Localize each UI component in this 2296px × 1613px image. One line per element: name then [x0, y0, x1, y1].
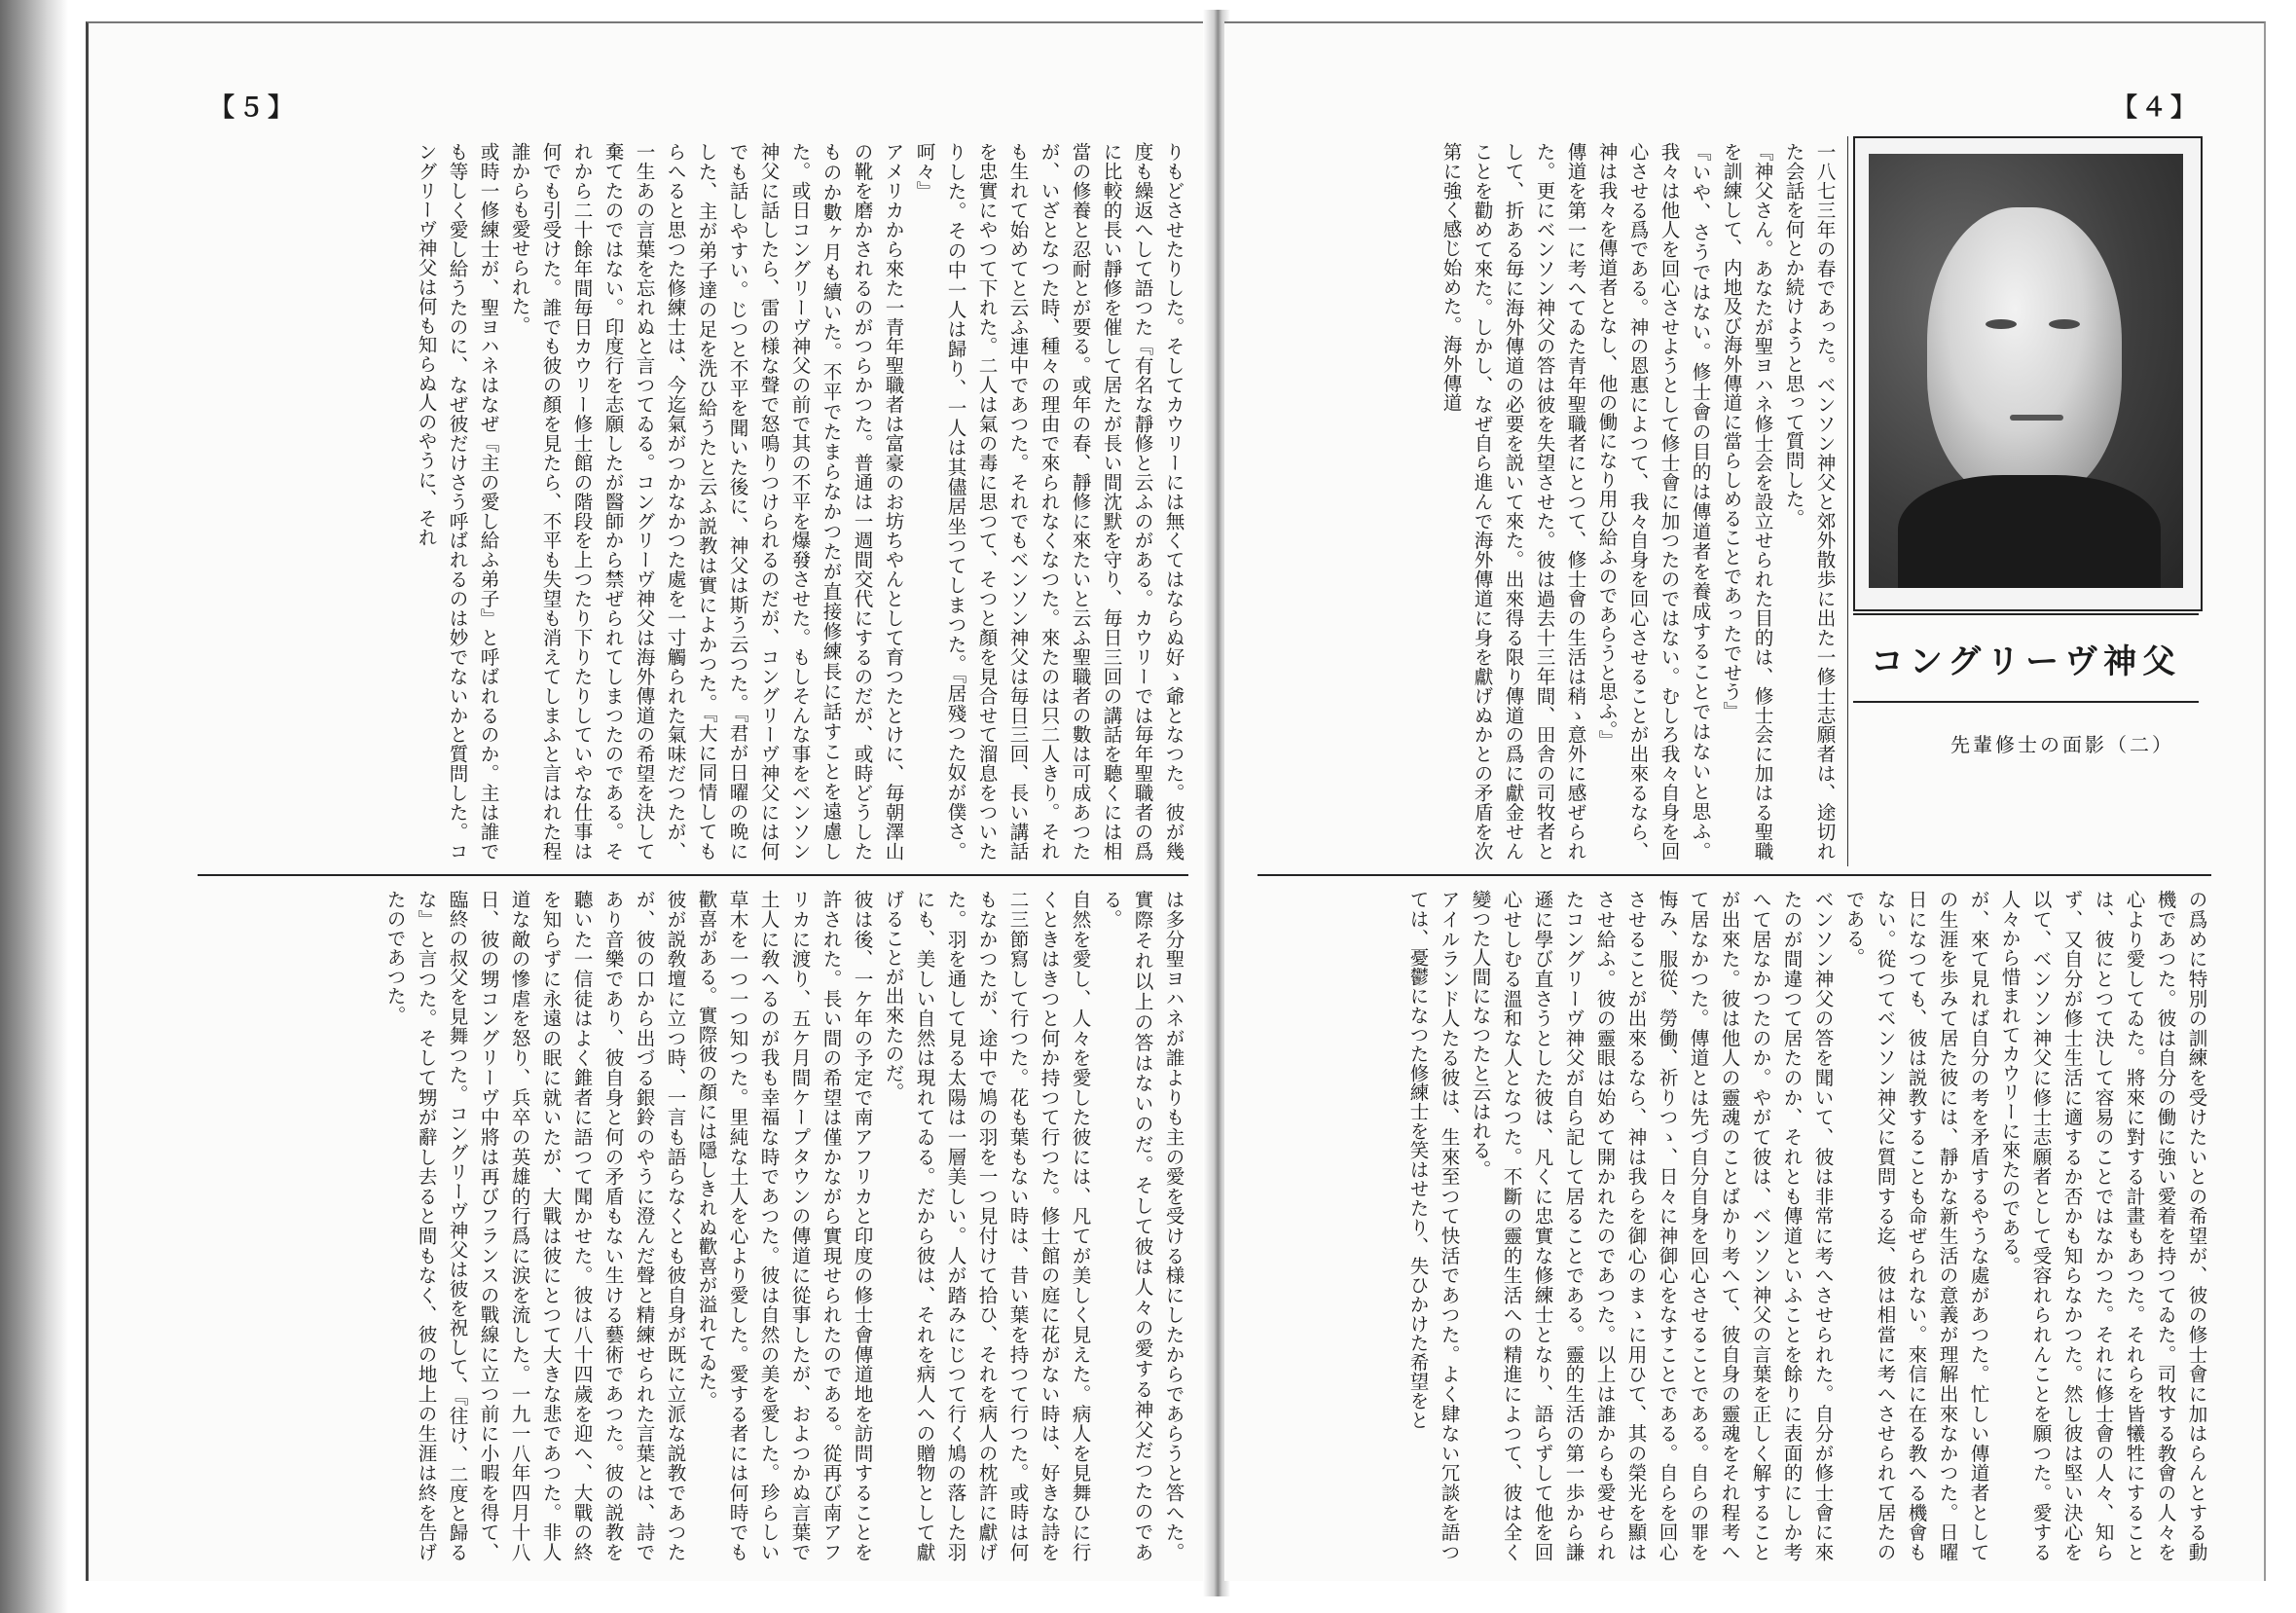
left-page-top-text [198, 142, 1188, 861]
article-title: コングリーヴ神父 [1870, 642, 2182, 681]
paragraph: 彼が説敎壇に立つ時、一言も語らなくとも彼自身が既に立派な説教であつたが、彼の口から出づる銀鈴のやうに澄んだ聲と精練せられた言葉とは、詩であり音樂であり、彼自身と何の矛盾もない生ける藝術であつた。彼の説教を聽いた一信徒はよく錐者に語つて聞かせた。彼は八十四歲を迎へ、大戰の終を知らずに永遠の眠に就いたが、大戰は彼にとつて大きな悲であつた。非人道な敵の慘虐を怒り、兵卒の英雄的行爲に涙を流した。一九一八年四月十八日、彼の甥コングリーヴ中將は再びフランスの戰線に立つ前に小暇を得て、臨終の叔父を見舞つた。コングリーヴ神父は彼を祝して、『往け、二度と歸るな』と言つた。そして甥が辭し去ると間もなく、彼の地上の生涯は終を告げたのであつた。 [383, 890, 686, 1561]
paragraph: ベンソン神父の答を聞いて、彼は非常に考へさせられた。自分が修士會に來たのが間違つて居たのか、それとも傳道といふことを餘りに表面的にしか考へて居なかつたのか。やがて彼は、ベンソン神父の言葉を正しく解することが出來た。彼は他人の靈魂のことばかり考へて、彼自身の靈魂をそれ程考へて居なかつた。傳道とは先づ自分自身を回心させることである。自らの罪を悔み、服從、勞働、祈りつゝ、日々に神御心をなすことである。自らを回心させることが出來るなら、神は我らを御心のまゝに用ひて、其の榮光を顯はさせ給ふ。彼の靈眼は始めて開かれたのであつた。以上は誰からも愛せられたコングリーヴ神父が自ら記して居ることである。靈的生活の第一歩から謙遜に學び直さうとした彼は、凡くに忠實な修練士となり、語らずして他を回心せしむる溫和な人となつた。不斷の靈的生活への精進によつて、彼は全く變つた人間になつたと云はれる。 [1469, 890, 1834, 1561]
paragraph: の爲めに特別の訓練を受けたいとの希望が、彼の修士會に加はらんとする動機であつた。彼は自分の働に強い愛着を持つてゐた。司牧する教會の人々を心より愛してゐた。將來に對する計畫もあつた。それらを皆犧牲にすることは、彼にとつて決して容易のことではなかつた。それに修士會の人々、知らず、又自分が修士生活に適するか否かも知らなかつた。然し彼は堅い決心を以て、ベンソン神父に修士志願者として受容れられんことを願つた。愛する人々から惜まれてカウリーに來たのである。 [1998, 890, 2207, 1561]
paragraph: 一八七三年の春であった。ベンソン神父と郊外散歩に出た一修士志願者は、途切れた会話を何とか続けようと思って質問した。 [1782, 142, 1836, 861]
page-number: 【４】 [2112, 93, 2201, 123]
portrait-eye [2049, 319, 2080, 329]
paragraph: が、來て見れば自分の考を矛盾するやうな處があつた。忙しい傳道者としての生涯を歩みて居た彼には、靜かな新生活の意義が理解出來なかつた。日曜日になつても、彼は説教することも命ぜられない。來信に在る教へる機會もない。從つてベンソン神父に質問する迄、彼は相當に考へさせられて居たのである。 [1842, 890, 1989, 1561]
right-page [1224, 21, 2266, 1581]
paragraph: 彼は後、一ケ年の予定で南アフリカと印度の修士會傳道地を訪問することを許された。長い間の希望は僅かながら實現せられたのである。從再び南アフリカに渡り、五ケ月間ケープタウンの傳道に從事したが、およつかぬ言葉で土人に敎へるのが我も幸福な時であつた。彼は自然の美を愛した。珍らしい草木を一つ一つ知つた。里純な土人を心より愛した。愛する者には何時でも歡喜がある。實際彼の顏には隱しきれぬ歡喜が溢れてゐた。 [695, 890, 873, 1561]
right-page-bottom-text [1257, 890, 2211, 1561]
portrait-frame [1853, 136, 2203, 611]
paragraph: 自然を愛し、人々を愛した彼には、凡てが美しく見えた。病人を見舞ひに行くときはきつと何か持つて行つた。修士館の庭に花がない時は、好きな詩を二三節寫して行つた。花も葉もない時は、昔い葉を持つて行つた。或時は何もなかつたが、途中で鳩の羽を一つ見付けて拾ひ、それを病人の枕許に獻げた。羽を通して見る太陽は一層美しい。人が踏みにじつて行く鳩の落した羽にも、美しい自然は現れてゐる。だから彼は、それを病人への贈物として獻げることが出來たのだ。 [882, 890, 1091, 1561]
column-divider [198, 874, 1188, 876]
scan-edge-shadow [0, 0, 68, 1613]
portrait-face [1927, 207, 2122, 499]
paragraph: アイルランド人たる彼は、生來至つて快活であつた。よく肆ない冗談を語つては、憂鬱になつた修練士を笑はせたり、失ひかけた希望をと [1406, 890, 1460, 1561]
series-subtitle: 先輩修士の面影（二） [1950, 733, 2174, 756]
left-page-bottom-text [198, 890, 1188, 1561]
article-title-box [1853, 613, 2199, 703]
paragraph: 『神父さん。あなたが聖ヨハネ修士会を設立せられた目的は、修士会に加はる聖職を訓練して、内地及び海外傳道に當らしめることであったでせう』 [1720, 142, 1773, 861]
paragraph: アメリカから來た一青年聖職者は富豪のお坊ちやんとして育つたとけに、毎朝澤山の靴を磨かされるのがつらかつた。普通は一週間交代にするのだが、或時どうしたものか數ヶ月も續いた。不平でたまらなかつたが直接修練長に話すことを遠慮した。或日コングリーヴ神父の前で其の不平を爆發させた。もしそんな事をベンソン神父に話したら、雷の様な聲で怒鳴りつけられるのだが、コングリーヴ神父には何でも話しやすい。じつと不平を聞いた後に、神父は斯う云つた。『君が日曜の晩にした、主が弟子達の足を洗ひ給うたと云ふ説教は實によかつた。『大に同情してもらへると思つた修練士は、今迄氣がつかなかつた處を一寸觸られた氣味だつたが、一生あの言葉を忘れぬと言つてゐる。コングリーヴ神父は海外傳道の希望を決して棄てたのではない。印度行を志願したが醫師から禁ぜられてしまつたのである。それから二十餘年間毎日カウリー修士館の階段を上つたり下りたりしていやな仕事は何でも引受けた。誰でも彼の顏を見たら、不平も失望も消えてしまふと言はれた程誰からも愛せられた。 [508, 142, 904, 861]
portrait-eye [1986, 319, 2017, 329]
page-number: 【５】 [209, 93, 298, 123]
paragraph: 傳道を第一に考へてゐた青年聖職者にとつて、修士會の生活は稍ゝ意外に感ぜられた。更にベンソン神父の答は彼を失望させた。彼は過去十三年間、田舎の司牧者として、折ある毎に海外傳道の必要を説いて來た。出來得る限り傳道の爲に獻金せんことを勸めて來た。しかし、なぜ自ら進んで海外傳道に身を獻げぬかとの矛盾を次第に強く感じ始めた。海外傳道 [1440, 142, 1586, 861]
portrait-photo [1869, 154, 2183, 588]
portrait-mouth [2010, 415, 2063, 421]
paragraph: 『いや、さうではない。修士會の目的は傳道者を養成することではないと思ふ。我々は他人を回心させようとして修士會に加つたのではない。むしろ我々自身を回心させる爲である。神の恩惠によつて、我々自身を回心させることが出來るなら、神は我々を傳道者となし、他の働になり用ひ給ふのであらうと思ふ。』 [1595, 142, 1711, 861]
paragraph: りもどさせたりした。そしてカウリーには無くてはならぬ好ゝ爺となつた。彼が幾度も繰返へして語つた『有名な靜修と云ふのがある。カウリーでは毎年聖職者の爲に比較的長い靜修を催して居たが長い間沈默を守り、毎日三回の講話を聽くには相當の修養と忍耐とが要る。或年の春、靜修に來たいと云ふ聖職者の數は可成あつたが、いざとなつた時、種々の理由で來られなくなつた。來たのは只二人きり。それも生れて始めてと云ふ連中であつた。それでもベンソン神父は毎日三回、長い講話を忠實にやつて下れた。二人は氣の毒に思つて、そつと顏を見合せて溜息をついたりした。その中一人は歸り、一人は其儘居坐つてしまつた。『居殘つた奴が僕さ。呵々』 [913, 142, 1184, 861]
left-page [86, 21, 1213, 1581]
paragraph: 或時一修練士が、聖ヨハネはなぜ『主の愛し給ふ弟子』と呼ばれるのか。主は誰でも等しく愛し給うたのに、なぜ彼だけさう呼ばれるのは妙でないかと質問した。コングリーヴ神父は何も知らぬ人のやうに、それ [415, 142, 499, 861]
column-divider [1257, 874, 2211, 876]
paragraph: は多分聖ヨハネが誰よりも主の愛を受ける様にしたからであらうと答へた。實際それ以上の答はないのだ。そして彼は人々の愛する神父だつたのである。 [1100, 890, 1184, 1561]
portrait-collar [1898, 475, 2161, 588]
right-page-top-text [1257, 142, 1840, 861]
sidebar-divider [1847, 136, 1848, 866]
